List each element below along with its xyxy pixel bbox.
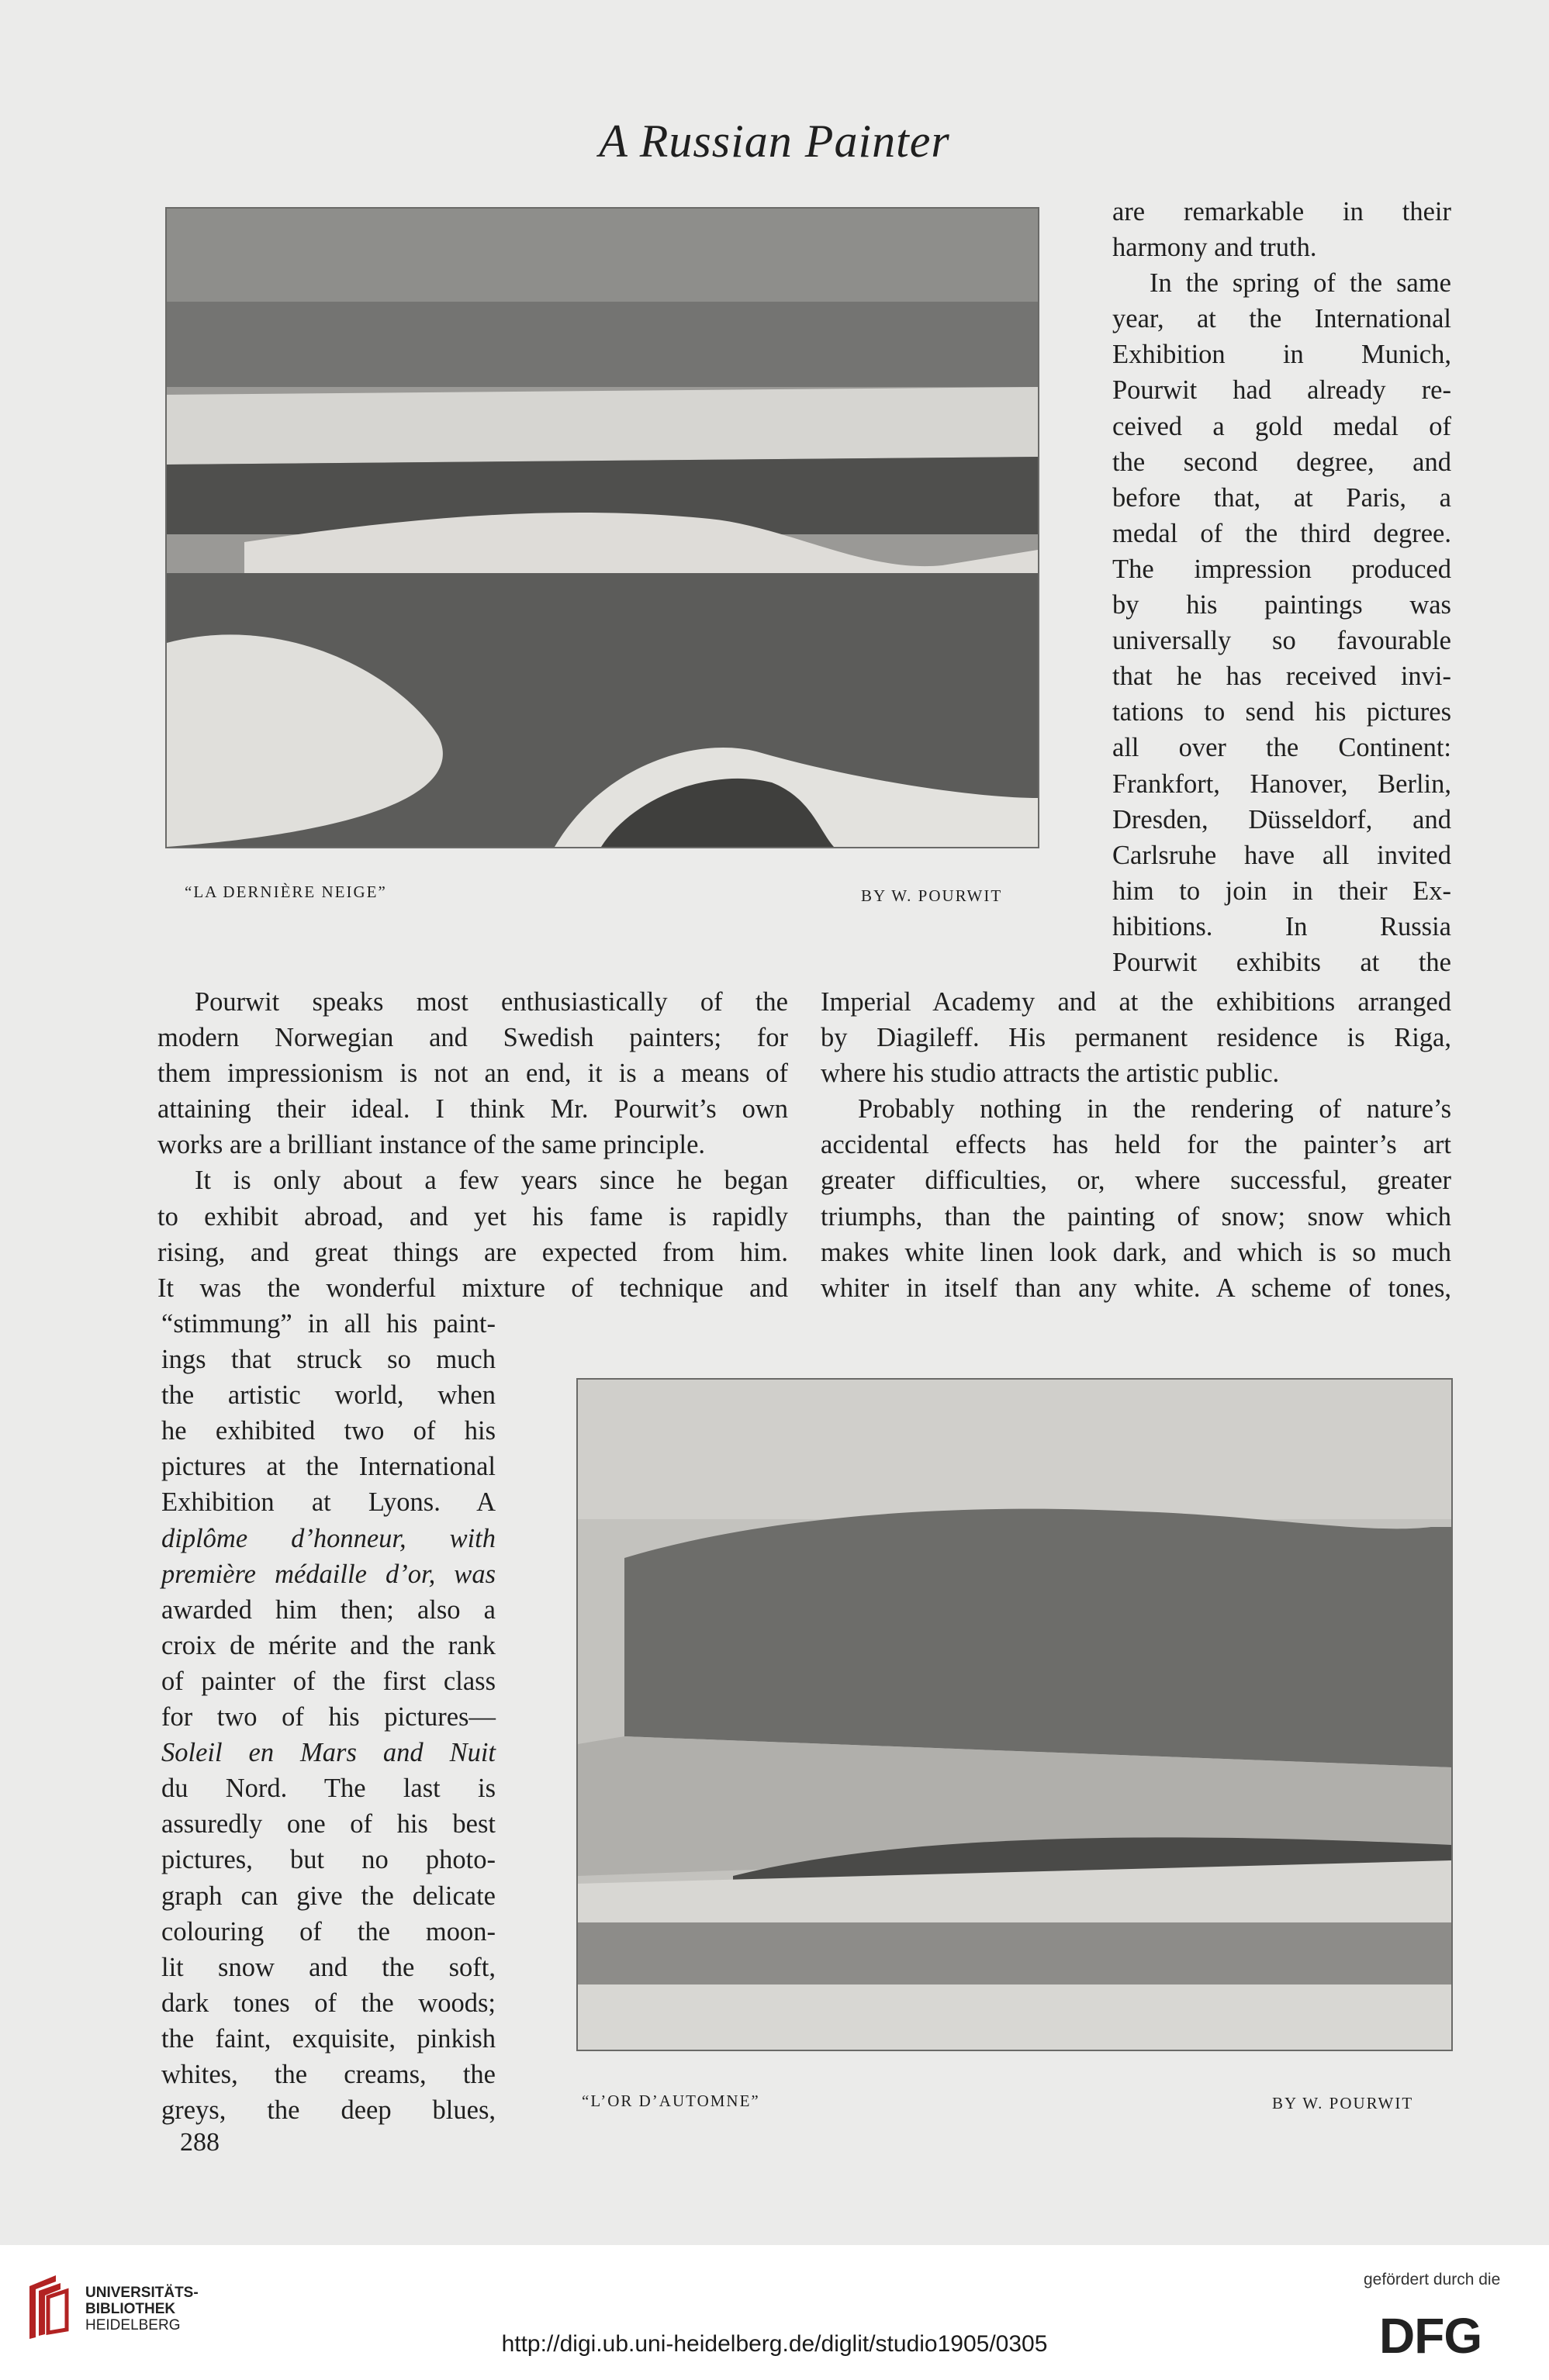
sponsor-label: gefördert durch die — [1364, 2271, 1501, 2288]
text-line: where his studio attracts the artistic public. — [821, 1059, 1280, 1089]
text-line: ceived a gold medal of — [1112, 411, 1451, 441]
text-line: the second degree, and — [1112, 447, 1451, 477]
text-line: tations to send his pictures — [1112, 697, 1451, 727]
text-line: are remarkable in their — [1112, 197, 1451, 226]
text-line: awarded him then; also a — [161, 1594, 496, 1625]
figure-1-caption-title: “LA DERNIÈRE NEIGE” — [185, 883, 387, 901]
library-line: UNIVERSITÄTS- — [85, 2285, 199, 2301]
text-line: It is only about a few years since he began — [195, 1166, 788, 1196]
text-line: Exhibition at Lyons. A — [161, 1487, 496, 1518]
text-line: Exhibition in Munich, — [1112, 340, 1451, 370]
text-line: assuredly one of his best — [161, 1809, 496, 1839]
running-title: A Russian Painter — [599, 116, 950, 167]
text-line: Pourwit speaks most enthusiastically of the — [195, 987, 788, 1017]
text-line: of painter of the first class — [161, 1666, 496, 1696]
text-line: whites, the creams, the — [161, 2059, 496, 2089]
text-line: In the spring of the same — [1150, 268, 1451, 299]
text-line: Frankfort, Hanover, Berlin, — [1112, 769, 1451, 799]
text-line: all over the Continent: — [1112, 733, 1451, 763]
source-url-link[interactable]: http://digi.ub.uni-heidelberg.de/diglit/studio1905/0305 — [501, 2331, 1048, 2357]
text-line: medal of the third degree. — [1112, 518, 1451, 548]
text-line: accidental effects has held for the painter’s art — [821, 1130, 1451, 1160]
text-line: Pourwit exhibits at the — [1112, 947, 1451, 977]
text-line: colouring of the moon- — [161, 1916, 496, 1946]
page-number: 288 — [180, 2128, 220, 2157]
text-line: hibitions. In Russia — [1112, 911, 1451, 941]
text-line: the faint, exquisite, pinkish — [161, 2023, 496, 2054]
text-line: him to join in their Ex- — [1112, 876, 1451, 906]
text-line: rising, and great things are expected from him. — [157, 1237, 788, 1267]
text-line: The impression produced — [1112, 554, 1451, 584]
snow-landscape-illustration — [167, 209, 1038, 847]
library-line: BIBLIOTHEK — [85, 2301, 176, 2317]
text-line: the artistic world, when — [161, 1380, 496, 1411]
text-line: graph can give the delicate — [161, 1881, 496, 1911]
text-line: ings that struck so much — [161, 1345, 496, 1375]
forest-landscape-illustration — [578, 1380, 1451, 2050]
left-narrow-column — [161, 1306, 496, 2128]
dfg-logo: DFG — [1379, 2308, 1482, 2364]
library-line: HEIDELBERG — [85, 2317, 181, 2333]
text-line: pictures, but no photo- — [161, 1845, 496, 1875]
text-line: works are a brilliant instance of the same principle. — [157, 1130, 706, 1160]
text-line: lit snow and the soft, — [161, 1952, 496, 1982]
right-top-column — [1112, 194, 1451, 980]
text-line: makes white linen look dark, and which is so much — [821, 1237, 1451, 1267]
text-line: he exhibited two of his — [161, 1416, 496, 1446]
text-line: them impressionism is not an end, it is a means of — [157, 1059, 788, 1089]
figure-2-caption-credit: BY W. POURWIT — [1272, 2094, 1414, 2112]
text-line: Pourwit had already re- — [1112, 375, 1451, 406]
text-line: whiter in itself than any white. A scheme of tones, — [821, 1273, 1451, 1303]
text-line: that he has received invi- — [1112, 661, 1451, 692]
text-line: Probably nothing in the rendering of nature’s — [858, 1094, 1451, 1124]
text-line: for two of his pictures— — [161, 1702, 496, 1732]
text-line: Dresden, Düsseldorf, and — [1112, 804, 1451, 834]
library-name — [85, 2285, 199, 2333]
right-middle-column — [821, 984, 1451, 1306]
text-line: diplôme d’honneur, with — [161, 1523, 496, 1553]
text-line: première médaille d’or, was — [161, 1559, 496, 1589]
footer-bar — [0, 2245, 1549, 2380]
text-line: by his paintings was — [1112, 590, 1451, 620]
text-line: “stimmung” in all his paint- — [161, 1309, 496, 1339]
text-line: greys, the deep blues, — [161, 2095, 496, 2126]
text-line: dark tones of the woods; — [161, 1988, 496, 2018]
text-line: before that, at Paris, a — [1112, 482, 1451, 513]
left-middle-column — [157, 984, 788, 1306]
text-line: year, at the International — [1112, 304, 1451, 334]
text-line: attaining their ideal. I think Mr. Pourwit’s own — [157, 1094, 788, 1124]
text-line: du Nord. The last is — [161, 1774, 496, 1804]
text-line: modern Norwegian and Swedish painters; for — [157, 1023, 788, 1053]
text-line: Carlsruhe have all invited — [1112, 840, 1451, 870]
text-line: by Diagileff. His permanent residence is Riga, — [821, 1023, 1451, 1053]
text-line: It was the wonderful mixture of technique and — [157, 1273, 788, 1303]
text-line: Imperial Academy and at the exhibitions arranged — [821, 987, 1451, 1017]
text-line: pictures at the International — [161, 1452, 496, 1482]
text-line: universally so favourable — [1112, 626, 1451, 656]
text-line: to exhibit abroad, and yet his fame is rapidly — [157, 1201, 788, 1231]
figure-1-caption-credit: BY W. POURWIT — [861, 886, 1003, 905]
painting-l-or-d-automne — [576, 1378, 1453, 2051]
text-line: harmony and truth. — [1112, 233, 1317, 263]
text-line: croix de mérite and the rank — [161, 1630, 496, 1660]
painting-la-derniere-neige — [165, 207, 1039, 848]
text-line: triumphs, than the painting of snow; snow which — [821, 1201, 1451, 1231]
text-line: greater difficulties, or, where successful, greater — [821, 1166, 1451, 1196]
text-line: Soleil en Mars and Nuit — [161, 1738, 496, 1768]
figure-2-caption-title: “L’OR D’AUTOMNE” — [582, 2092, 760, 2110]
